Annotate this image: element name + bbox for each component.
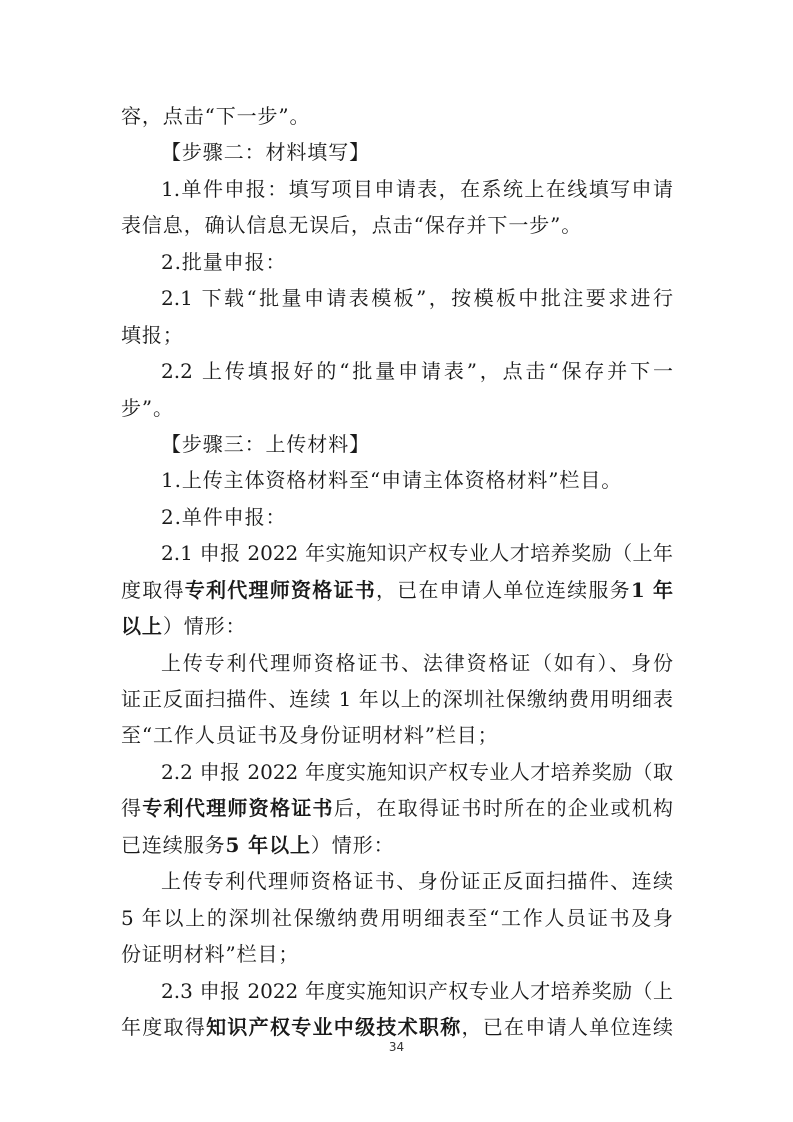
step-two-heading: 【步骤二：材料填写】 <box>161 140 370 165</box>
paragraph-line: 上传专利代理师资格证书、身份证正反面扫描件、连续 <box>161 869 673 894</box>
paragraph-line: 至“工作人员证书及身份证明材料”栏目； <box>121 723 499 748</box>
step-three-heading: 【步骤三：上传材料】 <box>161 431 370 456</box>
paragraph-line: 份证明材料”栏目； <box>121 942 300 967</box>
paragraph-line: 1.上传主体资格材料至“申请主体资格材料”栏目。 <box>161 468 623 493</box>
paragraph-line: 容，点击“下一步”。 <box>121 104 311 128</box>
bold-text: 知识产权专业中级技术职称 <box>206 1014 462 1039</box>
paragraph-line: 表信息，确认信息无误后，点击“保存并下一步”。 <box>121 213 583 238</box>
text-run: 度取得 <box>121 577 185 602</box>
paragraph-line: 2.3 申报 2022 年度实施知识产权专业人才培养奖励（上 <box>161 978 673 1003</box>
paragraph-line: 2.2 申报 2022 年度实施知识产权专业人才培养奖励（取 <box>161 759 673 784</box>
text-run: ）情形： <box>310 832 395 857</box>
bold-text: 1 年 <box>630 577 673 602</box>
paragraph-line: 证正反面扫描件、连续 1 年以上的深圳社保缴纳费用明细表 <box>121 687 673 711</box>
paragraph-line: 2.2 上传填报好的“批量申请表”，点击“保存并下一 <box>161 359 673 384</box>
paragraph-line: 2.批量申报： <box>161 249 287 274</box>
paragraph-line: 上传专利代理师资格证书、法律资格证（如有）、身份 <box>161 650 673 675</box>
bold-text: 以上 <box>121 614 163 639</box>
bold-text: 5 年以上 <box>225 832 311 857</box>
page-number: 34 <box>388 1040 405 1054</box>
text-run: 年度取得 <box>121 1014 207 1039</box>
paragraph-line <box>121 790 673 826</box>
paragraph-line: 步”。 <box>121 395 174 420</box>
paragraph-line: 2.单件申报： <box>161 504 287 529</box>
text-run: ，已在申请人单位连续服务 <box>375 577 631 602</box>
text-run: 得 <box>121 796 143 821</box>
paragraph-line: 2.1 申报 2022 年实施知识产权专业人才培养奖励（上年 <box>161 541 673 566</box>
text-run: ，已在申请人单位连续 <box>461 1014 674 1039</box>
paragraph-line: 5 年以上的深圳社保缴纳费用明细表至“工作人员证书及身 <box>121 905 673 930</box>
paragraph-line: 1.单件申报：填写项目申请表，在系统上在线填写申请 <box>161 176 673 201</box>
paragraph-line: 2.1 下载“批量申请表模板”，按模板中批注要求进行 <box>161 286 673 311</box>
paragraph-line <box>121 572 673 608</box>
paragraph-line <box>121 827 673 863</box>
paragraph-line <box>121 608 673 644</box>
text-run: 后，在取得证书时所在的企业或机构 <box>333 796 674 821</box>
bold-text: 专利代理师资格证书 <box>184 577 376 602</box>
text-run: 已连续服务 <box>121 832 226 857</box>
bold-text: 专利代理师资格证书 <box>142 796 334 821</box>
body-text <box>121 98 673 1045</box>
text-run: ）情形： <box>162 614 247 639</box>
paragraph-line: 填报； <box>121 322 184 347</box>
